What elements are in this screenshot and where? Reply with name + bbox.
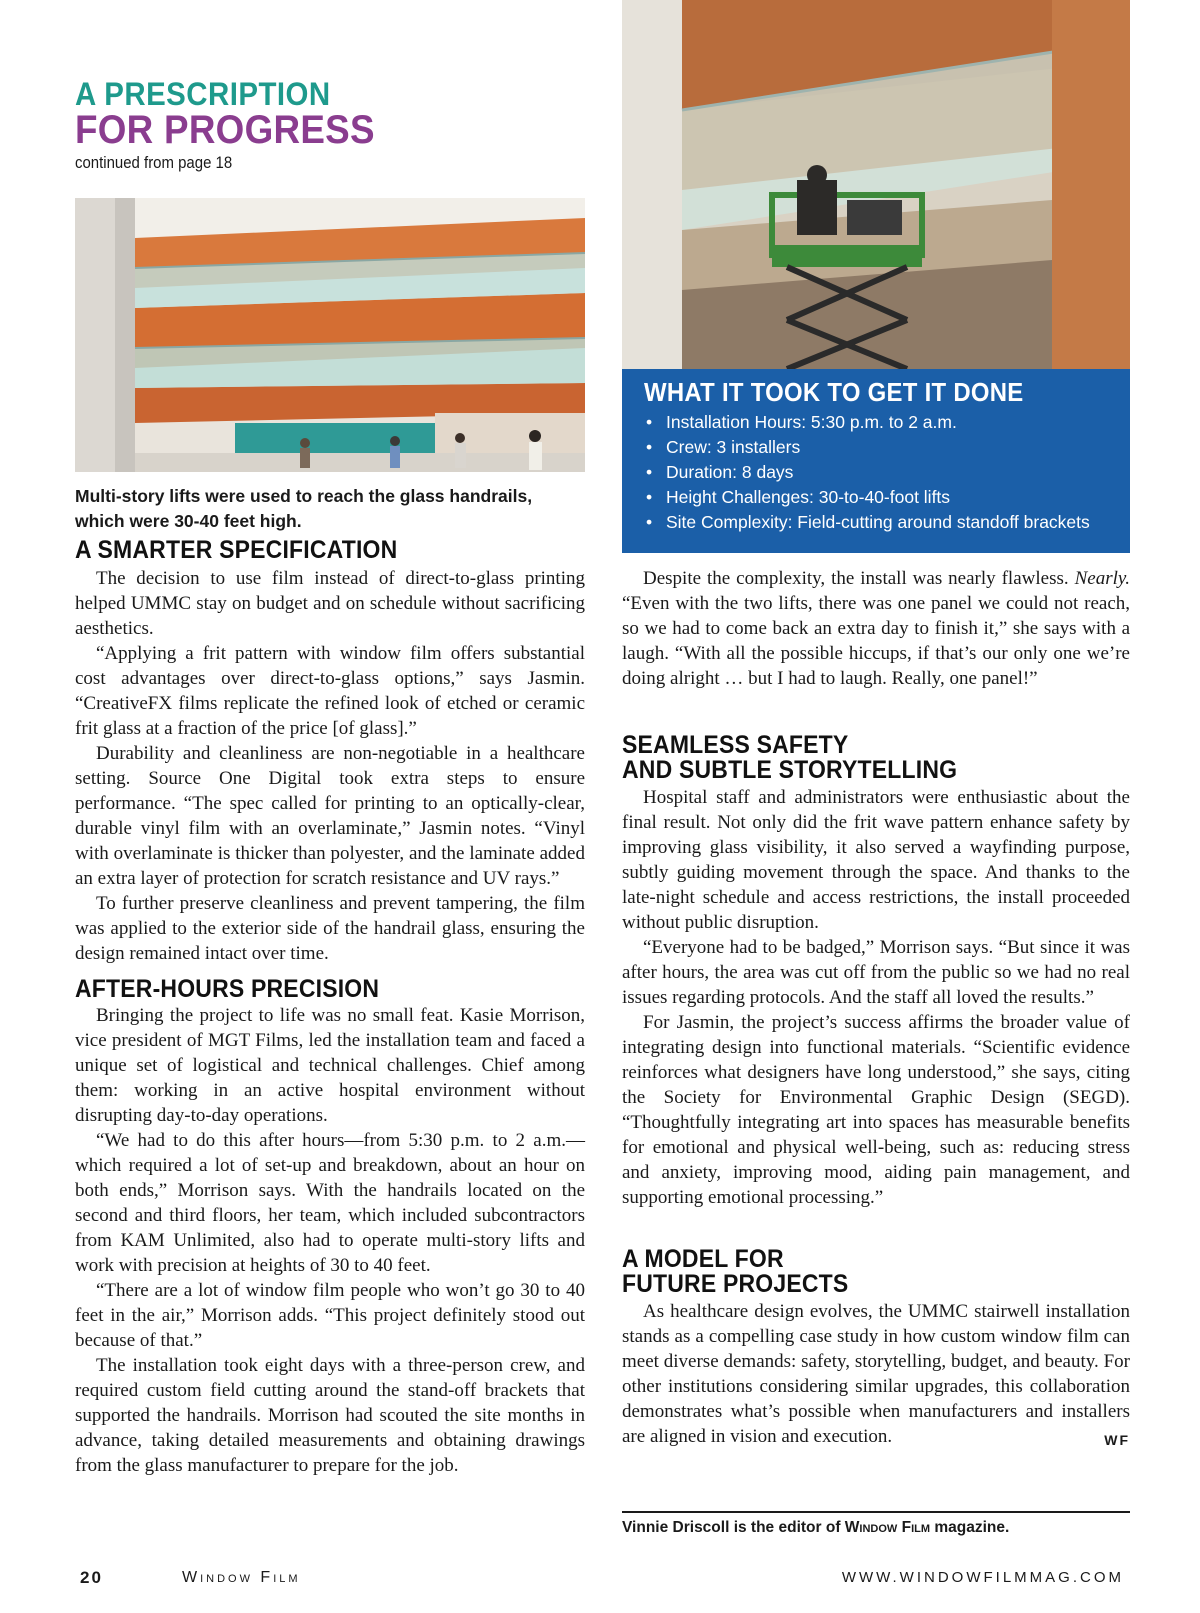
paragraph: The installation took eight days with a three-person crew, and required custom field cutting around the stand-off brackets that supported the handrails. Morrison had scouted the site months in advance, taking detailed measurements and obtaining drawings from the glass manufacturer to prepare for the job. [75, 1355, 585, 1476]
heading-seamless-safety-1: SEAMLESS SAFETY [622, 731, 849, 759]
paragraph [622, 566, 1130, 691]
callout-box [622, 369, 1130, 553]
paragraph: “We had to do this after hours—from 5:30 p.m. to 2 a.m.—which required a lot of set-up and breakdown, about an hour on both ends,” Morrison says. With the handrails located on the second and third floors, her team, which included subcontractors from KAM Unlimited, also had to operate multi-story lifts and work with precision at heights of 30 to 40 feet. [75, 1130, 585, 1276]
seamless-safety-body [622, 785, 1130, 1210]
after-hours-body [75, 1003, 585, 1478]
paragraph: For Jasmin, the project’s success affirms the broader value of integrating design into functional materials. “Scientific evidence reinforces what designers have long understood,” she says, citing the Society for Environmental Graphic Design (SEGD). “Thoughtfully integrating art into spaces has measurable benefits for emotional and physical well-being, such as: reducing stress and anxiety, improving mood, aiding pain management, and supporting emotional processing.” [622, 1012, 1130, 1208]
emphasis: Nearly. [1074, 568, 1131, 589]
callout-item-hours: • Installation Hours: 5:30 p.m. to 2 a.m. [644, 410, 1108, 435]
footer-url: WWW.WINDOWFILMMAG.COM [841, 1569, 1124, 1586]
paragraph: Durability and cleanliness are non-negotiable in a healthcare setting. Source One Digital took extra steps to ensure performance. “The spec called for printing to an optically-clear, durable vinyl film with an overlaminate,” Jasmin notes. “Vinyl with overlaminate is thicker than polyester, and the laminate added an extra layer of protection for scratch resistance and UV rays.” [75, 743, 585, 889]
callout-list [644, 410, 1108, 535]
continued-note: continued from page 18 [75, 153, 233, 172]
atrium-photo [75, 198, 585, 472]
despite-body [622, 566, 1130, 691]
author-divider [622, 1511, 1130, 1513]
callout-item-duration: • Duration: 8 days [644, 460, 1108, 485]
page-number: 20 [80, 1568, 103, 1587]
headline-line-1: A PRESCRIPTION [75, 76, 331, 112]
callout-title: WHAT IT TOOK TO GET IT DONE [644, 377, 1024, 407]
paragraph: “There are a lot of window film people who won’t go 30 to 40 feet in the air,” Morrison adds. “This project definitely stood out because of that.” [75, 1280, 585, 1351]
text-run: As healthcare design evolves, the UMMC stairwell installation stands as a compelling case study in how custom window film can meet diverse demands: safety, storytelling, budget, and beauty. For other institutions considering similar upgrades, this collaboration demonstrates what’s possible when manufacturers and installers are aligned in vision and execution. [622, 1301, 1130, 1447]
heading-smarter-specification: A SMARTER SPECIFICATION [75, 536, 398, 564]
paragraph: Hospital staff and administrators were enthusiastic about the final result. Not only did the frit wave pattern enhance safety by improving glass visibility, it also served a wayfinding purpose, subtly guiding movement through the space. And thanks to the late-night schedule and access restrictions, the install proceeded without public disruption. [622, 787, 1130, 933]
callout-item-crew: • Crew: 3 installers [644, 435, 1108, 460]
model-body [622, 1299, 1130, 1453]
paragraph [622, 1299, 1130, 1449]
text-run: Despite the complexity, the install was nearly flawless. [643, 568, 1069, 589]
author-text: Vinnie Driscoll is the editor of [622, 1519, 841, 1536]
photo-caption: Multi-story lifts were used to reach the glass handrails, which were 30-40 feet high. [75, 486, 533, 531]
headline-line-2: FOR PROGRESS [75, 108, 375, 152]
paragraph: To further preserve cleanliness and prevent tampering, the film was applied to the exterior side of the handrail glass, ensuring the design remained intact over time. [75, 893, 585, 964]
paragraph: The decision to use film instead of direct-to-glass printing helped UMMC stay on budget and on schedule without sacrificing aesthetics. [75, 568, 585, 639]
paragraph: “Applying a frit pattern with window film offers substantial cost advantages over direct-to-glass options,” says Jasmin. “CreativeFX films replicate the refined look of etched or ceramic frit glass at a fraction of the price [of glass].” [75, 643, 585, 739]
scissor-lift-photo [622, 0, 1130, 369]
heading-after-hours-precision: AFTER-HOURS PRECISION [75, 975, 380, 1003]
author-text: magazine. [934, 1519, 1010, 1536]
footer-magazine: Window Film [182, 1569, 301, 1586]
author-magazine: Window Film [844, 1519, 931, 1536]
heading-model-1: A MODEL FOR [622, 1245, 784, 1273]
end-mark: WF [1104, 1432, 1130, 1448]
smarter-specification-body [75, 566, 585, 966]
callout-item-height: • Height Challenges: 30-to-40-foot lifts [644, 485, 1108, 510]
text-run: “Even with the two lifts, there was one panel we could not reach, so we had to come back an extra day to finish it,” she says with a laugh. “With all the possible hiccups, if that’s our only one we’re doing alright … but I had to laugh. Really, one panel!” [622, 593, 1130, 689]
author-note [622, 1519, 1009, 1537]
heading-model-2: FUTURE PROJECTS [622, 1270, 849, 1298]
heading-seamless-safety-2: AND SUBTLE STORYTELLING [622, 756, 958, 784]
callout-item-site: • Site Complexity: Field-cutting around standoff brackets [644, 510, 1108, 535]
paragraph: Bringing the project to life was no small feat. Kasie Morrison, vice president of MGT Films, led the installation team and faced a unique set of logistical and technical challenges. Chief among them: working in an active hospital environment without disrupting day-to-day operations. [75, 1005, 585, 1126]
paragraph: “Everyone had to be badged,” Morrison says. “But since it was after hours, the area was cut off from the public so we had no real issues regarding protocols. And the staff all loved the results.” [622, 937, 1130, 1008]
